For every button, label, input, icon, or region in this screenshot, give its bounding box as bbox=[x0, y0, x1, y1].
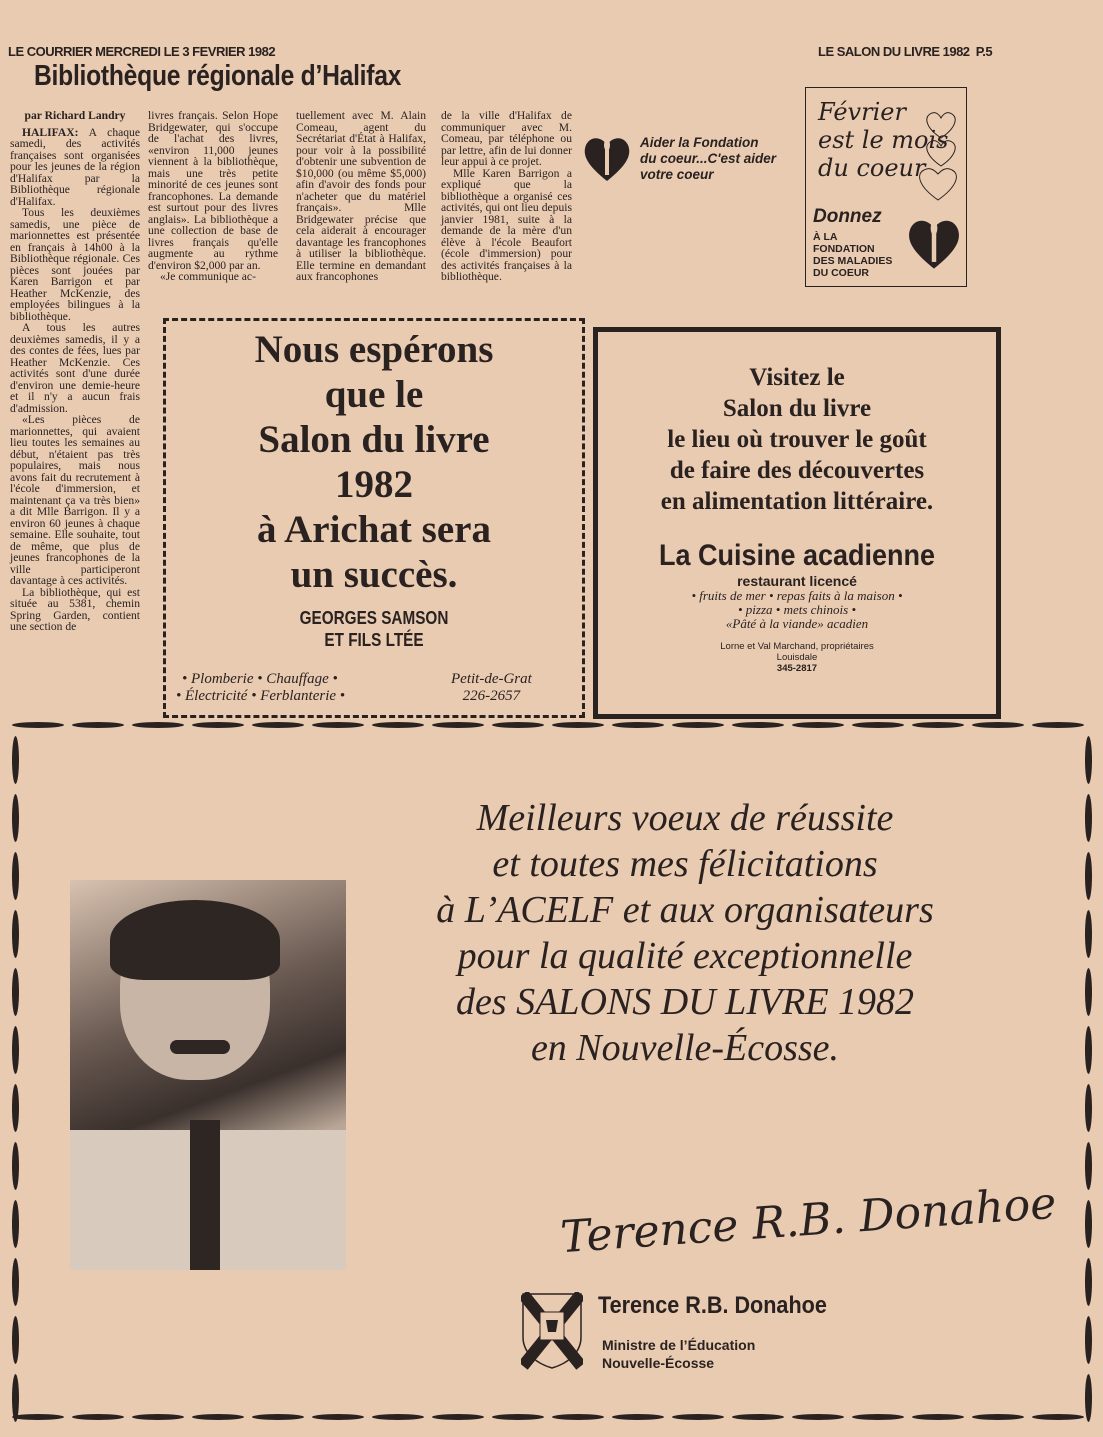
ad-headline: en alimentation littéraire. bbox=[660, 488, 934, 515]
article-column-3 bbox=[296, 110, 426, 283]
ad-headline: 1982 bbox=[335, 463, 413, 506]
owners: Lorne et Val Marchand, propriétaires bbox=[720, 641, 874, 652]
nova-scotia-crest-icon bbox=[521, 1292, 583, 1370]
message-line: Meilleurs voeux de réussite bbox=[476, 797, 894, 839]
border-ornament bbox=[192, 722, 244, 728]
border-ornament bbox=[12, 1316, 19, 1364]
paragraph: Tous les deuxièmes samedis, une pièce de marionnettes est présentée en français à 14h00 à la Bibliothèque régionale. Ces pièces sont jouées par Karen Barrigon et par Heather McKenzie, des employées bilingues à la bibliothèque. bbox=[10, 206, 140, 323]
border-ornament bbox=[372, 722, 424, 728]
border-ornament bbox=[12, 1026, 19, 1074]
border-ornament bbox=[972, 722, 1024, 728]
border-ornament bbox=[312, 1414, 364, 1420]
border-ornament bbox=[252, 1414, 304, 1420]
border-ornament bbox=[12, 722, 64, 728]
org-text: FONDATION bbox=[813, 243, 875, 255]
paragraph: livres français. Selon Hope Bridgewater, qui s'occupe de l'achat des livres, «environ 11,000 jeunes viennent à la bibliothèque, mais une très petite minorité de ces jeunes sont francophones. La demande est surtout pour des livres anglais». La bibliothèque a une collection de base de livres français qu'elle augmente au rythme d'environ $2,000 par an. bbox=[148, 109, 278, 272]
border-ornament bbox=[492, 1414, 544, 1420]
ad-headline: de faire des découvertes bbox=[669, 457, 925, 484]
paragraph: Mlle Karen Barrigon a expliqué que la bibliothèque a organisé ces activités, qui ont lieu depuis janvier 1981, suite à la demande de la mère d'un élève à l'école Beaufort (école d'immersion) pour des activités françaises à la bibliothèque. bbox=[441, 166, 572, 283]
border-ornament bbox=[12, 852, 19, 900]
border-ornament bbox=[1085, 852, 1092, 900]
ad-headline: Visitez le bbox=[749, 364, 845, 391]
border-ornament bbox=[672, 722, 724, 728]
border-ornament bbox=[1032, 1414, 1084, 1420]
newspaper-masthead: LE COURRIER MERCREDI LE 3 FEVRIER 1982 bbox=[8, 44, 276, 59]
border-ornament bbox=[852, 722, 904, 728]
border-ornament bbox=[1085, 1142, 1092, 1190]
border-ornament bbox=[792, 722, 844, 728]
paragraph: «Je communique ac- bbox=[160, 270, 256, 283]
ad-headline: Nous espérons bbox=[254, 328, 494, 371]
ad-headline: que le bbox=[324, 373, 424, 416]
border-ornament bbox=[12, 968, 19, 1016]
byline: par Richard Landry bbox=[24, 109, 126, 122]
article-title: Bibliothèque régionale d’Halifax bbox=[34, 60, 402, 92]
border-ornament bbox=[552, 722, 604, 728]
company-name: ET FILS LTÉE bbox=[324, 630, 424, 650]
message-line: à L’ACELF et aux organisateurs bbox=[436, 889, 934, 931]
ad-text: votre coeur bbox=[640, 167, 714, 182]
section-name: LE SALON DU LIVRE 1982 bbox=[818, 44, 970, 59]
border-ornament bbox=[612, 722, 664, 728]
paragraph: tuellement avec M. Alain Comeau, agent du Secrétariat d'État à Halifax, pour voir à la possibilité d'obtenir une subvention de $10,000 (ou même $5,000) afin d'avoir des fonds pour n'acheter que du matériel français». Mlle Bridgewater précise que cela aiderait à encourager davantage les francophones à utiliser la bibliothèque. Elle termine en demandant aux francophones bbox=[296, 109, 426, 283]
border-ornament bbox=[792, 1414, 844, 1420]
border-ornament bbox=[252, 722, 304, 728]
dateline: HALIFAX: bbox=[22, 125, 79, 139]
ad-headline: Salon du livre bbox=[722, 395, 872, 422]
border-ornament bbox=[1085, 736, 1092, 784]
ad-headline: Salon du livre bbox=[258, 418, 490, 461]
phone-number: 345-2817 bbox=[776, 663, 818, 674]
article-column-2 bbox=[148, 110, 278, 283]
border-ornament bbox=[72, 1414, 124, 1420]
ad-text: Aider la Fondation bbox=[640, 135, 759, 150]
ad-script-text: est le mois bbox=[818, 126, 949, 154]
page-number: P.5 bbox=[975, 44, 993, 59]
minister-title: Ministre de l’Éducation bbox=[602, 1337, 756, 1353]
border-ornament bbox=[732, 722, 784, 728]
location: Petit-de-Grat bbox=[451, 671, 532, 687]
ad-headline: un succès. bbox=[290, 553, 458, 596]
border-ornament bbox=[132, 1414, 184, 1420]
border-ornament bbox=[12, 794, 19, 842]
donnez-label: Donnez bbox=[813, 206, 882, 227]
border-ornament bbox=[1085, 968, 1092, 1016]
menu-items: • pizza • mets chinois • bbox=[737, 602, 856, 617]
services-text: • Plomberie • Chauffage • bbox=[182, 671, 338, 687]
message-line: pour la qualité exceptionnelle bbox=[457, 935, 913, 977]
border-ornament bbox=[612, 1414, 664, 1420]
article-column-4 bbox=[441, 110, 572, 283]
border-ornament bbox=[132, 722, 184, 728]
border-ornament bbox=[12, 1374, 19, 1422]
border-ornament bbox=[492, 722, 544, 728]
border-ornament bbox=[12, 1084, 19, 1132]
paragraph: A chaque samedi, des activités françaises sont organisées pour les jeunes de la région d'Halifax par la Bibliothèque régionale d'Halifax. bbox=[10, 125, 140, 208]
border-ornament bbox=[1085, 1258, 1092, 1306]
border-ornament bbox=[912, 1414, 964, 1420]
border-ornament bbox=[12, 736, 19, 784]
ad-script-text: du coeur bbox=[818, 154, 926, 182]
border-ornament bbox=[972, 1414, 1024, 1420]
border-ornament bbox=[672, 1414, 724, 1420]
minister-message bbox=[340, 795, 1030, 1071]
minister-province: Nouvelle-Écosse bbox=[602, 1355, 715, 1371]
border-ornament bbox=[912, 722, 964, 728]
ad-text: du coeur...C'est aider bbox=[640, 151, 777, 166]
org-text: DU COEUR bbox=[813, 267, 870, 279]
border-ornament bbox=[12, 1414, 64, 1420]
border-ornament bbox=[192, 1414, 244, 1420]
ad-headline: le lieu où trouver le goût bbox=[667, 426, 927, 453]
border-ornament bbox=[1085, 794, 1092, 842]
border-ornament bbox=[852, 1414, 904, 1420]
ad-script-text: Février bbox=[818, 98, 906, 126]
menu-items: «Pâté à la viande» acadien bbox=[725, 616, 869, 631]
fevrier-ad bbox=[805, 87, 967, 287]
services-text: • Électricité • Ferblanterie • bbox=[176, 688, 346, 704]
border-ornament bbox=[1085, 1316, 1092, 1364]
border-ornament bbox=[12, 910, 19, 958]
hearts-icon bbox=[916, 108, 966, 203]
border-ornament bbox=[1085, 1026, 1092, 1074]
message-line: et toutes mes félicitations bbox=[492, 843, 878, 885]
heart-fund-ad bbox=[582, 135, 777, 188]
border-ornament bbox=[1085, 1200, 1092, 1248]
org-text: DES MALADIES bbox=[813, 255, 893, 267]
location: Louisdale bbox=[776, 652, 818, 663]
company-name: GEORGES SAMSON bbox=[299, 608, 449, 628]
cuisine-acadienne-ad bbox=[593, 327, 1001, 719]
border-ornament bbox=[432, 1414, 484, 1420]
message-line: en Nouvelle-Écosse. bbox=[530, 1027, 840, 1069]
border-ornament bbox=[12, 1142, 19, 1190]
border-ornament bbox=[1085, 910, 1092, 958]
restaurant-name: La Cuisine acadienne bbox=[658, 539, 936, 572]
signature: Terence R.B. Donahoe bbox=[558, 1177, 1058, 1264]
article-column-1 bbox=[10, 110, 140, 633]
section-header bbox=[818, 44, 992, 59]
minister-name: Terence R.B. Donahoe bbox=[598, 1292, 827, 1319]
border-ornament bbox=[312, 722, 364, 728]
org-text: À LA bbox=[813, 231, 838, 243]
message-line: des SALONS DU LIVRE 1982 bbox=[455, 981, 915, 1023]
heart-torch-icon bbox=[582, 135, 632, 183]
border-ornament bbox=[1085, 1084, 1092, 1132]
paragraph: de la ville d'Halifax de communiquer avec M. Comeau, par téléphone ou par lettre, afin de lui donner leur appui à ce projet. bbox=[441, 109, 572, 168]
heart-torch-icon bbox=[906, 210, 962, 278]
border-ornament bbox=[1085, 1374, 1092, 1422]
border-ornament bbox=[12, 1258, 19, 1306]
paragraph: A tous les autres deuxièmes samedis, il y a des contes de fées, lues par Heather McKenzie. Ces activités sont d'une durée d'environ une demie-heure et il n'y a aucun frais d'admission. bbox=[10, 321, 140, 415]
paragraph: «Les pièces de marionnettes, qui avaient lieu toutes les semaines au début, n'étaient pas très populaires, mais nous avons fait du recrutement à l'école d'immersion, et maintenant ça va très bien» a dit Mlle Barrigon. Il y a environ 60 jeunes à chaque semaine. Elle souhaite, tout de même, que plus de jeunes francophones de la ville participeront davantage à ces activités. bbox=[10, 413, 140, 587]
border-ornament bbox=[1032, 722, 1084, 728]
border-ornament bbox=[432, 722, 484, 728]
restaurant-type: restaurant licencé bbox=[737, 573, 857, 589]
minister-photo bbox=[70, 880, 346, 1270]
menu-items: • fruits de mer • repas faits à la maison • bbox=[691, 588, 903, 603]
border-ornament bbox=[552, 1414, 604, 1420]
samson-ad bbox=[163, 318, 585, 718]
phone-number: 226-2657 bbox=[462, 688, 521, 704]
border-ornament bbox=[732, 1414, 784, 1420]
paragraph: La bibliothèque, qui est située au 5381, chemin Spring Garden, contient une section de bbox=[10, 585, 140, 633]
border-ornament bbox=[72, 722, 124, 728]
border-ornament bbox=[372, 1414, 424, 1420]
border-ornament bbox=[12, 1200, 19, 1248]
ad-headline: à Arichat sera bbox=[257, 508, 491, 551]
